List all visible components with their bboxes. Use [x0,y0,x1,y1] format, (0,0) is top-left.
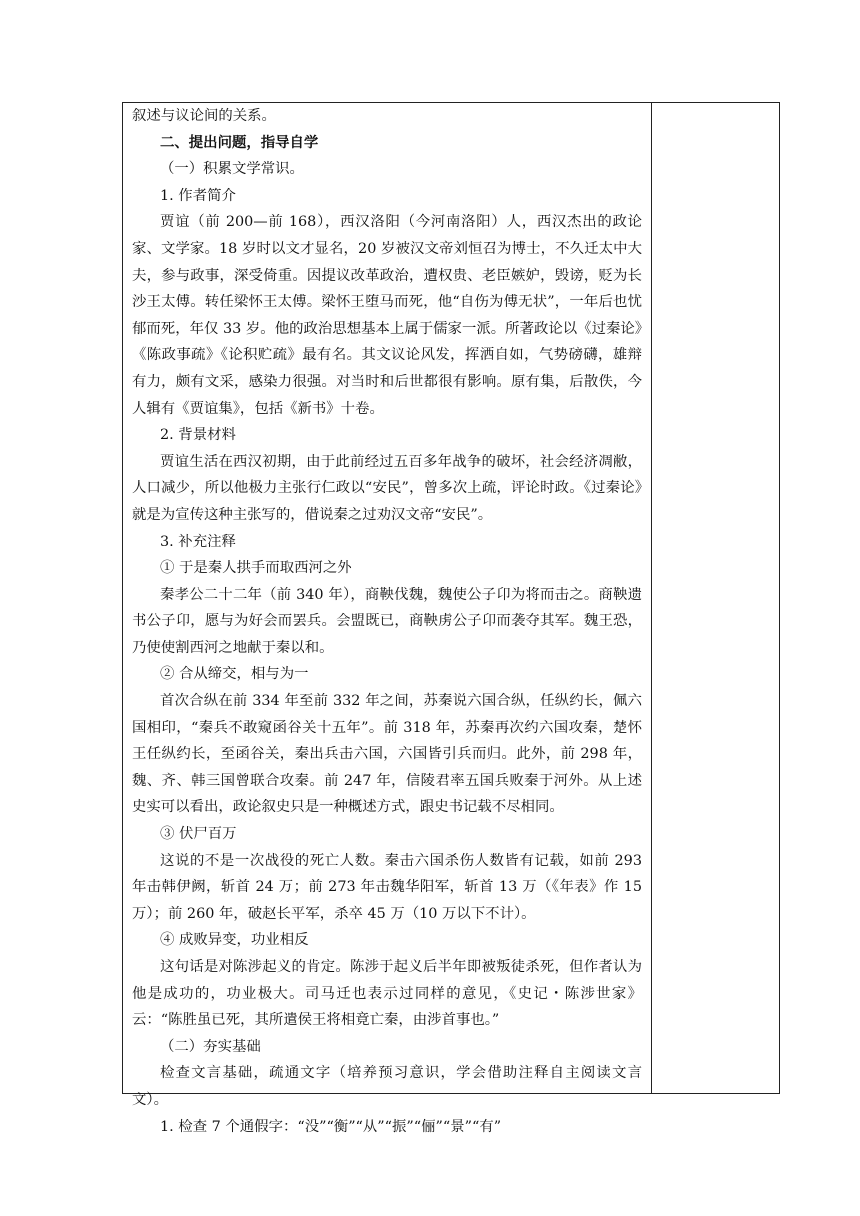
paragraph: 首次合纵在前 334 年至前 332 年之间，苏秦说六国合纵，任纵约长，佩六国相印，“秦兵不敢窥函谷关十五年”。前 318 年，苏秦再次约六国攻秦，楚怀王任纵约长，至函谷关，秦出兵击六国，六国皆引兵而归。此外，前 298 年，魏、齐、韩三国曾联合攻秦。前 247 年，信陵君率五国兵败秦于河外。从上述史实可以看出，政论叙史只是一种概述方式，跟史书记载不尽相同。 [132,693,642,816]
paragraph: 贾谊（前 200—前 168），西汉洛阳（今河南洛阳）人，西汉杰出的政论家、文学家。18 岁时以文才显名，20 岁被汉文帝刘恒召为博士，不久迁太中大夫，参与政事，深受倚重。因提议改革政治，遭权贵、老臣嫉妒，毁谤，贬为长沙王太傅。转任梁怀王太傅。梁怀王堕马而死，他“自伤为傅无状”，一年后也忧郁而死，年仅 33 岁。他的政治思想基本上属于儒家一派。所著政论以《过秦论》《陈政事疏》《论积贮疏》最有名。其文议论风发，挥洒自如，气势磅礴，雄辩有力，颇有文采，感染力很强。对当时和后世都很有影响。原有集，后散佚，今人辑有《贾谊集》，包括《新书》十卷。 [132,214,642,417]
paragraph: 秦孝公二十二年（前 340 年），商鞅伐魏，魏使公子卬为将而击之。商鞅遗书公子卬，愿与为好会而罢兵。会盟既已，商鞅虏公子卬而袭夺其军。魏王恐，乃使使割西河之地献于秦以和。 [132,586,642,656]
paragraph: 这说的不是一次战役的死亡人数。秦击六国杀伤人数皆有记载，如前 293 年击韩伊阙，斩首 24 万；前 273 年击魏华阳军，斩首 13 万（《年表》作 15 万）；前 260 年，破赵长平军，杀卒 45 万（10 万以下不计）。 [132,852,642,922]
subsection-heading: （二）夯实基础 [160,1038,261,1055]
note-heading: ① 于是秦人拱手而取西河之外 [160,560,352,577]
paragraph: 这句话是对陈涉起义的肯定。陈涉于起义后半年即被叛徒杀死，但作者认为他是成功的，功业极大。司马迁也表示过同样的意见，《史记・陈涉世家》云：“陈胜虽已死，其所遣侯王将相竟亡秦，由涉首事也。” [132,959,642,1029]
paragraph: 叙述与议论间的关系。 [132,108,276,124]
paragraph: 贾谊生活在西汉初期，由于此前经过五百多年战争的破坏，社会经济凋敝，人口减少，所以他极力主张行仁政以“安民”，曾多次上疏，评论时政。《过秦论》就是为宣传这种主张写的，借说秦之过劝汉文帝“安民”。 [132,453,642,523]
content-cell [132,103,642,1140]
subsection-heading: （一）积累文学常识。 [160,161,304,178]
notes-cell [652,103,779,1093]
item-heading: 2. 背景材料 [160,427,236,444]
note-heading: ④ 成败异变，功业相反 [160,932,309,949]
section-heading: 二、提出问题，指导自学 [160,133,319,151]
note-heading: ② 合从缔交，相与为一 [160,666,309,683]
paragraph: 检查文言基础，疏通文字（培养预习意识，学会借助注释自主阅读文言文）。 [132,1065,642,1108]
lesson-table [122,102,780,1135]
item-heading: 1. 作者简介 [160,187,236,204]
note-heading: ③ 伏尸百万 [160,826,237,843]
item-heading: 1. 检查 7 个通假字：“没”“衡”“从”“振”“俪”“景”“有” [160,1118,502,1135]
item-heading: 3. 补充注释 [160,533,236,550]
